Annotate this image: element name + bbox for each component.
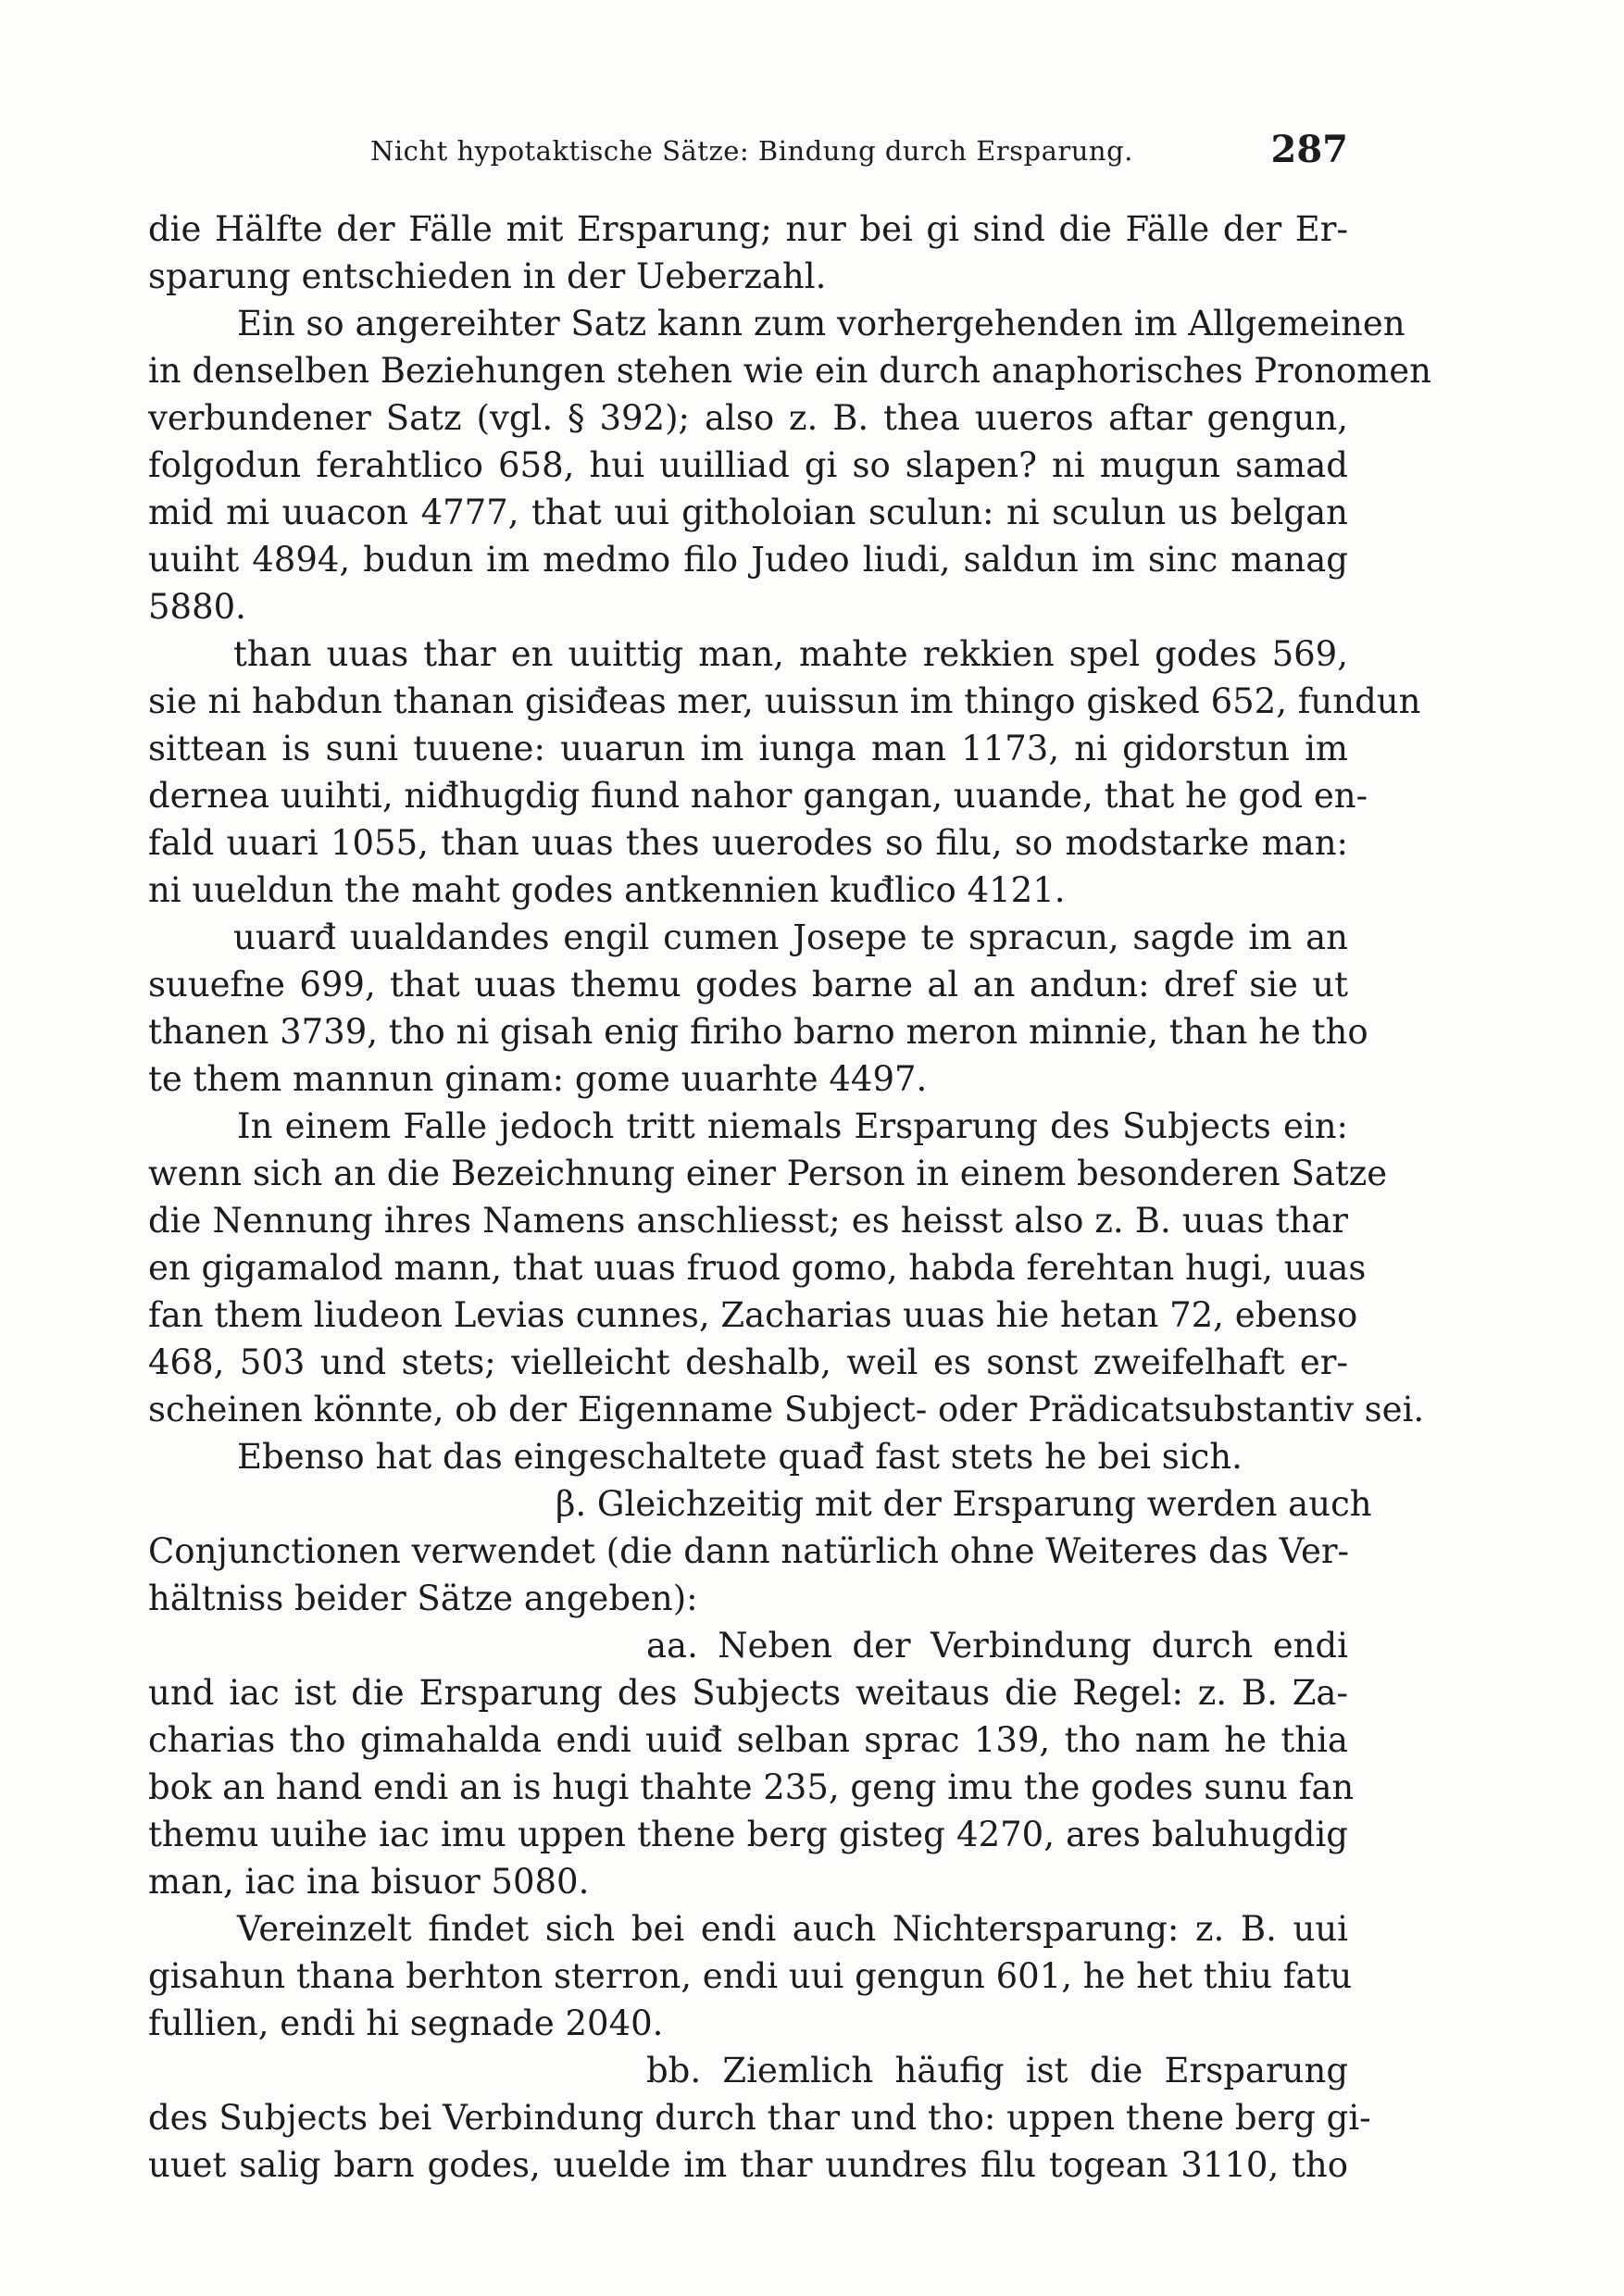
text-line: than uuas thar en uuittig man, mahte rekkien spel godes 569, [233, 634, 1348, 674]
text-line: In einem Falle jedoch tritt niemals Ersparung des Subjects ein: [237, 1106, 1348, 1146]
page-header [148, 128, 1348, 183]
text-line: die Hälfte der Fälle mit Ersparung; nur bei gi sind die Fälle der Er- [148, 209, 1348, 249]
text-line: 5880. [148, 587, 246, 627]
text-line: 468, 503 und stets; vielleicht deshalb, weil es sonst zweifelhaft er- [148, 1342, 1348, 1382]
text-line: en gigamalod mann, that uuas fruod gomo, habda ferehtan hugi, uuas [148, 1248, 1367, 1288]
text-line: mid mi uuacon 4777, that uui githoloian sculun: ni sculun us belgan [148, 493, 1348, 532]
text-line: Ein so angereihter Satz kann zum vorhergehenden im Allgemeinen [237, 304, 1405, 343]
text-line: uuiht 4894, budun im medmo filo Judeo liudi, saldun im sinc manag [148, 540, 1348, 580]
text-line: uuarđ uualdandes engil cumen Josepe te spracun, sagde im an [233, 917, 1348, 957]
text-line: Conjunctionen verwendet (die dann natürlich ohne Weiteres das Ver- [148, 1531, 1350, 1571]
text-line: bb. Ziemlich häufig ist die Ersparung [646, 2051, 1348, 2090]
text-line: dernea uuihti, niđhugdig fiund nahor gangan, uuande, that he god en- [148, 776, 1368, 816]
text-line: in denselben Beziehungen stehen wie ein durch anaphorisches Pronomen [148, 351, 1431, 391]
text-line: thanen 3739, tho ni gisah enig firiho barno meron minnie, than he tho [148, 1012, 1368, 1052]
text-line: hältniss beider Sätze angeben): [148, 1578, 698, 1618]
text-line: gisahun thana berhton sterron, endi uui gengun 601, he het thiu fatu [148, 1956, 1353, 1996]
text-line: suuefne 699, that uuas themu godes barne al an andun: dref sie ut [148, 965, 1348, 1004]
text-line: wenn sich an die Bezeichnung einer Person in einem besonderen Satze [148, 1154, 1388, 1193]
text-line: scheinen könnte, ob der Eigenname Subject- oder Prädicatsubstantiv sei. [148, 1390, 1425, 1429]
page-number: 287 [1270, 128, 1348, 171]
text-line: fald uuari 1055, than uuas thes uuerodes so filu, so modstarke man: [148, 823, 1348, 863]
text-line: des Subjects bei Verbindung durch thar und tho: uppen thene berg gi- [148, 2098, 1371, 2138]
text-line: te them mannun ginam: gome uuarhte 4497. [148, 1059, 928, 1099]
text-line: verbundener Satz (vgl. § 392); also z. B. thea uueros aftar gengun, [148, 398, 1348, 438]
text-line: uuet salig barn godes, uuelde im thar uundres filu togean 3110, tho [148, 2145, 1348, 2185]
text-line: aa. Neben der Verbindung durch endi [646, 1626, 1348, 1666]
body-text [148, 206, 1431, 2189]
text-line: ni uueldun the maht godes antkennien kuđlico 4121. [148, 870, 1066, 910]
text-line: bok an hand endi an is hugi thahte 235, geng imu the godes sunu fan [148, 1767, 1355, 1807]
text-line: folgodun ferahtlico 658, hui uuilliad gi so slapen? ni mugun samad [148, 445, 1348, 485]
text-line: die Nennung ihres Namens anschliesst; es heisst also z. B. uuas thar [148, 1201, 1348, 1241]
text-line: Vereinzelt findet sich bei endi auch Nichtersparung: z. B. uui [237, 1909, 1348, 1949]
text-line: β. Gleichzeitig mit der Ersparung werden auch [556, 1484, 1372, 1524]
text-line: charias tho gimahalda endi uuiđ selban sprac 139, tho nam he thia [148, 1720, 1348, 1760]
text-line: und iac ist die Ersparung des Subjects weitaus die Regel: z. B. Za- [148, 1673, 1348, 1713]
text-line: themu uuihe iac imu uppen thene berg gisteg 4270, ares baluhugdig [148, 1815, 1348, 1854]
text-line: man, iac ina bisuor 5080. [148, 1862, 590, 1902]
text-line: fullien, endi hi segnade 2040. [148, 2003, 664, 2043]
text-line: sie ni habdun thanan gisiđeas mer, uuissun im thingo gisked 652, fundun [148, 681, 1421, 721]
text-line: fan them liudeon Levias cunnes, Zacharias uuas hie hetan 72, ebenso [148, 1295, 1358, 1335]
running-head: Nicht hypotaktische Sätze: Bindung durch Ersparung. [370, 135, 1133, 167]
text-line: sparung entschieden in der Ueberzahl. [148, 256, 827, 296]
text-line: sittean is suni tuuene: uuarun im iunga man 1173, ni gidorstun im [148, 729, 1348, 768]
text-line: Ebenso hat das eingeschaltete quađ fast stets he bei sich. [237, 1437, 1243, 1477]
